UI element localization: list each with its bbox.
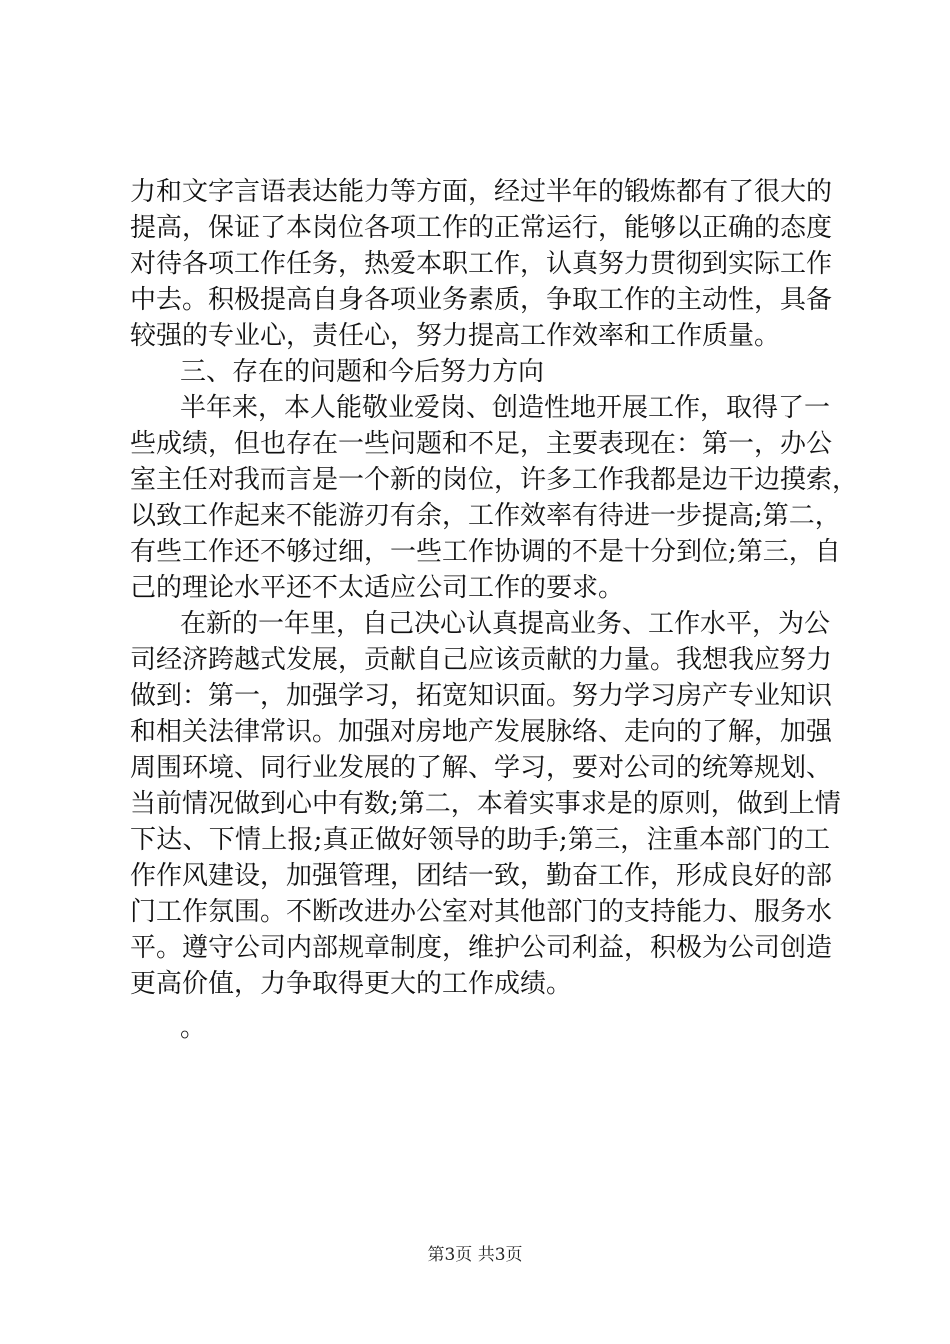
paragraph-line: 平。遵守公司内部规章制度，维护公司利益，积极为公司创造: [130, 933, 833, 963]
paragraph-line: 半年来，本人能敬业爱岗、创造性地开展工作，取得了一: [180, 393, 831, 423]
paragraph-line: 中去。积极提高自身各项业务素质，争取工作的主动性，具备: [130, 285, 833, 315]
paragraph-line: 己的理论水平还不太适应公司工作的要求。: [130, 573, 625, 603]
paragraph-line: 作作风建设，加强管理，团结一致，勤奋工作，形成良好的部: [130, 861, 833, 891]
paragraph-line: 做到：第一，加强学习，拓宽知识面。努力学习房产专业知识: [130, 681, 833, 711]
paragraph-line: 些成绩，但也存在一些问题和不足，主要表现在：第一，办公: [130, 429, 833, 459]
paragraph-line: 和相关法律常识。加强对房地产发展脉络、走向的了解，加强: [130, 717, 833, 747]
paragraph-line: 在新的一年里，自己决心认真提高业务、工作水平，为公: [180, 609, 831, 639]
paragraph-line: 室主任对我而言是一个新的岗位，许多工作我都是边干边摸索，: [130, 465, 859, 495]
paragraph-line: 更高价值，力争取得更大的工作成绩。: [130, 969, 573, 999]
paragraph-line: 门工作氛围。不断改进办公室对其他部门的支持能力、服务水: [130, 897, 833, 927]
paragraph-line: 当前情况做到心中有数;第二，本着实事求是的原则，做到上情: [130, 789, 841, 819]
paragraph-line: 司经济跨越式发展，贡献自己应该贡献的力量。我想我应努力: [130, 645, 833, 675]
paragraph-line: 力和文字言语表达能力等方面，经过半年的锻炼都有了很大的: [130, 177, 833, 207]
paragraph-line: 以致工作起来不能游刃有余，工作效率有待进一步提高;第二，: [130, 501, 841, 531]
paragraph-line: 有些工作还不够过细，一些工作协调的不是十分到位;第三，自: [130, 537, 841, 567]
paragraph-line: 周围环境、同行业发展的了解、学习，要对公司的统筹规划、: [130, 753, 833, 783]
paragraph-line: 下达、下情上报;真正做好领导的助手;第三，注重本部门的工: [130, 825, 830, 855]
paragraph-line: 对待各项工作任务，热爱本职工作，认真努力贯彻到实际工作: [130, 249, 833, 279]
section-heading: 三、存在的问题和今后努力方向: [180, 357, 545, 387]
paragraph-line: 提高，保证了本岗位各项工作的正常运行，能够以正确的态度: [130, 213, 833, 243]
paragraph-line: 较强的专业心，责任心，努力提高工作效率和工作质量。: [130, 321, 781, 351]
page-footer: 第3页 共3页: [427, 1245, 523, 1265]
trailing-mark: 。: [180, 1013, 207, 1043]
